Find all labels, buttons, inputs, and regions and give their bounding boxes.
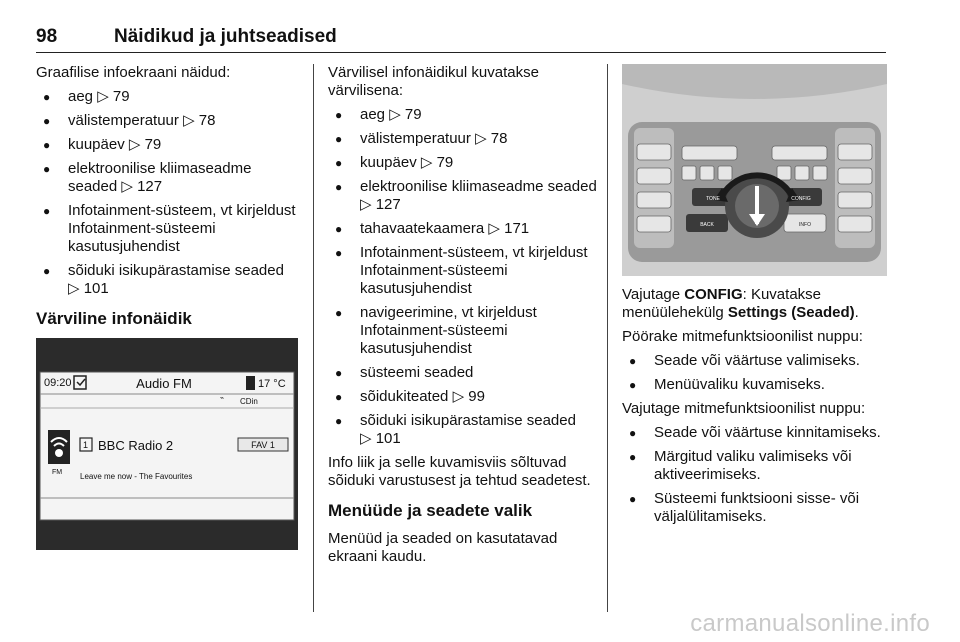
list-item: ● välistemperatuur ▷ 78 xyxy=(328,130,598,148)
color-info-display-image xyxy=(36,338,298,550)
display-time: 09:20 xyxy=(44,377,72,389)
list-item: ● elektroonilise kliimaseadme seaded ▷ 127 xyxy=(328,178,598,214)
page-number: 98 xyxy=(36,26,58,47)
column-divider xyxy=(313,64,314,612)
ref-arrow-icon: ▷ xyxy=(128,136,145,153)
list-item: ● kuupäev ▷ 79 xyxy=(36,136,301,154)
note-text: Info liik ja selle kuvamisviis sõltuvad sõiduki varustusest ja tehtud seadetest. xyxy=(328,454,591,489)
ref-arrow-icon: ▷ xyxy=(452,388,469,405)
page-reference[interactable]: ▷ 101 xyxy=(360,430,401,447)
console-back-label: BACK xyxy=(700,222,714,228)
column-middle xyxy=(328,64,598,572)
list-item: ● Infotainment-süsteem, vt kirjeldust Infotainment-süsteemi kasutusjuhendist xyxy=(328,244,598,298)
page-title: Näidikud ja juhtseadised xyxy=(114,26,337,47)
watermark: carmanualsonline.info xyxy=(690,610,930,637)
ref-arrow-icon: ▷ xyxy=(97,88,113,105)
ref-arrow-icon: ▷ xyxy=(68,280,84,297)
paragraph: Vajutage mitmefunktsioonilist nuppu: xyxy=(622,400,866,417)
ref-arrow-icon: ▷ xyxy=(360,430,376,447)
list-item: ● Märgitud valiku valimiseks või aktiveerimiseks. xyxy=(622,448,890,484)
display-fav: FAV 1 xyxy=(251,440,275,450)
bullet-list xyxy=(328,106,598,448)
list-item: ● aeg ▷ 79 xyxy=(328,106,598,124)
display-band: FM xyxy=(52,469,63,476)
page-reference[interactable]: ▷ 78 xyxy=(183,112,216,129)
section-heading: Värviline infonäidik xyxy=(36,309,192,328)
page-reference[interactable]: ▷ 127 xyxy=(360,196,401,213)
display-source: Audio FM xyxy=(136,376,192,391)
display-temperature: 17 °C xyxy=(258,378,286,390)
svg-text:⌁: ⌁ xyxy=(219,395,225,402)
console-illustration xyxy=(622,64,887,276)
ref-arrow-icon: ▷ xyxy=(389,106,405,123)
page-reference[interactable]: ▷ 127 xyxy=(121,178,163,195)
list-item: ● kuupäev ▷ 79 xyxy=(328,154,598,172)
list-item: ● aeg ▷ 79 xyxy=(36,88,301,106)
list-item: ● navigeerimine, vt kirjeldust Infotainment-süsteemi kasutusjuhendist xyxy=(328,304,598,358)
bullet-list xyxy=(622,352,890,394)
display-cdin: CDin xyxy=(240,397,258,406)
display-station: BBC Radio 2 xyxy=(98,438,174,453)
bullet-list xyxy=(36,88,301,298)
console-info-label: INFO xyxy=(799,222,811,228)
list-item: ● Seade või väärtuse valimiseks. xyxy=(622,352,890,370)
intro-text: Graafilise infoekraani näidud: xyxy=(36,64,231,81)
column-right xyxy=(622,64,890,532)
paragraph: Pöörake mitmefunktsioonilist nuppu: xyxy=(622,328,863,345)
page-reference[interactable]: ▷ 79 xyxy=(128,136,162,153)
ref-arrow-icon: ▷ xyxy=(420,154,437,171)
display-song: Leave me now - The Favourites xyxy=(80,472,193,481)
list-item: ● Infotainment-süsteem, vt kirjeldust Infotainment-süsteemi kasutusjuhendist xyxy=(36,202,301,256)
list-item: ● elektroonilise kliimaseadme seaded ▷ 127 xyxy=(36,160,301,196)
list-item: ● Süsteemi funktsiooni sisse- või väljalülitamiseks. xyxy=(622,490,890,526)
page-reference[interactable]: ▷ 99 xyxy=(452,388,485,405)
thermometer-icon xyxy=(246,376,255,390)
page-reference[interactable]: ▷ 101 xyxy=(68,280,109,297)
ref-arrow-icon: ▷ xyxy=(183,112,199,129)
ref-arrow-icon: ▷ xyxy=(121,178,138,195)
page-reference[interactable]: ▷ 79 xyxy=(97,88,130,105)
column-left xyxy=(36,64,301,550)
paragraph: Menüüd ja seaded on kasutatavad ekraani kaudu. xyxy=(328,530,558,565)
bullet-list xyxy=(622,424,890,526)
list-item: ● süsteemi seaded xyxy=(328,364,598,382)
list-item: ● sõiduki isikupärastamise seaded ▷ 101 xyxy=(328,412,598,448)
radio-antenna-icon xyxy=(48,430,70,464)
paragraph: Vajutage CONFIG: Kuvatakse menüülehekülg Settings (Seaded). xyxy=(622,286,859,321)
console-tone-label: TONE xyxy=(706,196,720,202)
page-reference[interactable]: ▷ 171 xyxy=(488,220,530,237)
center-console-image xyxy=(622,64,887,276)
ref-arrow-icon: ▷ xyxy=(475,130,491,147)
page-reference[interactable]: ▷ 78 xyxy=(475,130,508,147)
list-item: ● Seade või väärtuse kinnitamiseks. xyxy=(622,424,890,442)
display-preset-number: 1 xyxy=(83,440,89,450)
list-item: ● Menüüvaliku kuvamiseks. xyxy=(622,376,890,394)
display-illustration xyxy=(36,338,298,550)
list-item: ● sõiduki isikupärastamise seaded ▷ 101 xyxy=(36,262,301,298)
ref-arrow-icon: ▷ xyxy=(360,196,376,213)
ref-arrow-icon: ▷ xyxy=(488,220,505,237)
page-reference[interactable]: ▷ 79 xyxy=(389,106,422,123)
column-divider xyxy=(607,64,608,612)
page-reference[interactable]: ▷ 79 xyxy=(420,154,454,171)
intro-text: Värvilisel infonäidikul kuvatakse värvilisena: xyxy=(328,64,539,99)
list-item: ● välistemperatuur ▷ 78 xyxy=(36,112,301,130)
page-header xyxy=(36,26,886,53)
section-heading: Menüüde ja seadete valik xyxy=(328,501,533,520)
console-config-label: CONFIG xyxy=(791,196,811,202)
list-item: ● tahavaatekaamera ▷ 171 xyxy=(328,220,598,238)
list-item: ● sõidukiteated ▷ 99 xyxy=(328,388,598,406)
